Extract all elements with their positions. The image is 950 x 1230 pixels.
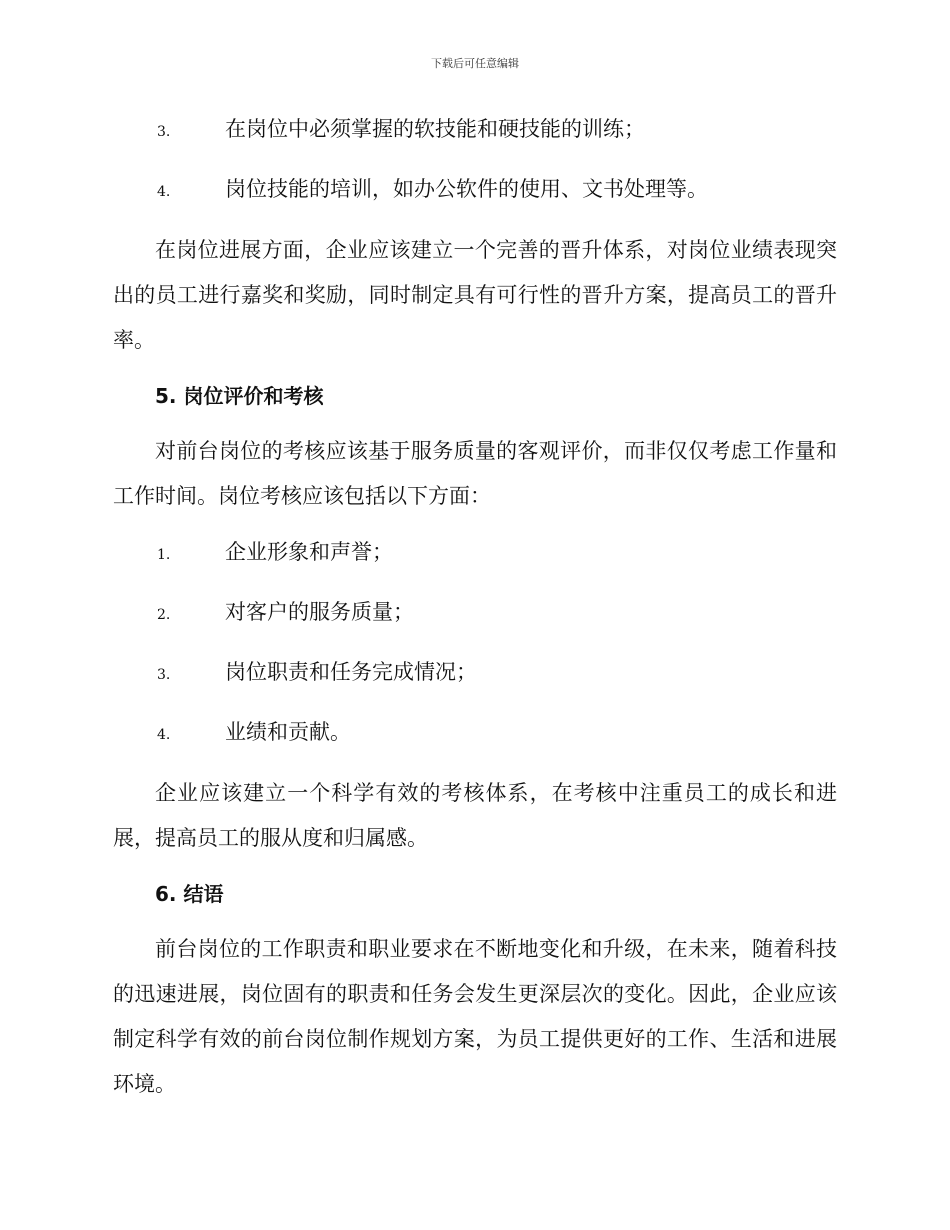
page-header-note: 下载后可任意编辑	[431, 57, 519, 70]
list-text: 在岗位中必须掌握的软技能和硬技能的训练；	[225, 117, 645, 141]
list-text: 岗位职责和任务完成情况；	[225, 660, 477, 684]
list-number: 1.	[157, 547, 171, 563]
list-text: 业绩和贡献。	[225, 720, 351, 744]
section6-body: 前台岗位的工作职责和职业要求在不断地变化和升级，在未来，随着科技的迅速进展，岗位固有的职责和任务会发生更深层次的变化。因此，企业应该制定科学有效的前台岗位制作规划方案，为员工提供更好的工作、生活和进展环境。	[113, 937, 837, 1096]
list-number: 4.	[157, 184, 171, 200]
list-number: 2.	[157, 607, 171, 623]
list-item	[113, 168, 837, 213]
section5-intro: 对前台岗位的考核应该基于服务质量的客观评价，而非仅仅考虑工作量和工作时间。岗位考核应该包括以下方面：	[113, 439, 837, 508]
list-number: 4.	[157, 727, 171, 743]
list-item	[113, 711, 837, 756]
section5-closing: 企业应该建立一个科学有效的考核体系，在考核中注重员工的成长和进展，提高员工的服从度和归属感。	[113, 781, 837, 850]
promotion-paragraph: 在岗位进展方面，企业应该建立一个完善的晋升体系，对岗位业绩表现突出的员工进行嘉奖和奖励，同时制定具有可行性的晋升方案，提高员工的晋升率。	[113, 238, 837, 352]
section-heading-6: 6. 结语	[155, 882, 224, 906]
list-item	[113, 591, 837, 636]
list-number: 3.	[157, 667, 171, 683]
list-item	[113, 531, 837, 576]
section-heading-5: 5. 岗位评价和考核	[155, 384, 324, 408]
document-body	[113, 108, 837, 1119]
list-item	[113, 651, 837, 696]
list-text: 企业形象和声誉；	[225, 540, 393, 564]
list-item	[113, 108, 837, 153]
list-number: 3.	[157, 124, 171, 140]
list-text: 岗位技能的培训，如办公软件的使用、文书处理等。	[225, 177, 708, 201]
list-text: 对客户的服务质量；	[225, 600, 414, 624]
